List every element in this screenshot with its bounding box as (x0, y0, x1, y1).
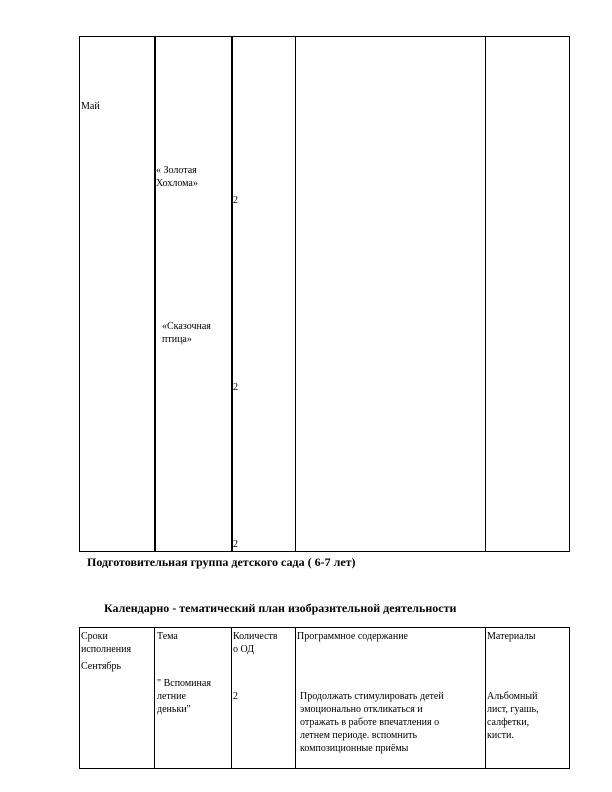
header-materials: Материалы (487, 631, 536, 642)
plan-table-col-border-0 (79, 627, 80, 769)
plan-table-col-border-3 (295, 627, 296, 769)
top-table-col-border-1 (154, 36, 156, 552)
count-cell-1: 2 (233, 195, 238, 206)
topic-cell: " Вспоминая летние деньки" (157, 678, 211, 715)
program-cell: Продолжать стимулировать детей эмоционально откликаться и отражать в работе впечатления о летнем периоде. вспомнить композиционные приёмы (300, 691, 444, 754)
top-table-top-border (79, 36, 570, 37)
month-cell: Сентябрь (81, 661, 122, 672)
header-terms: Сроки исполнения (81, 631, 132, 655)
month-cell: Май (81, 101, 100, 112)
plan-table-bottom-border (79, 768, 570, 769)
top-table-col-border-5 (569, 36, 570, 552)
topic-cell-2: «Сказочная птица» (162, 321, 211, 345)
top-table-col-border-3 (295, 36, 296, 552)
top-table-col-border-2 (231, 36, 233, 552)
top-table-col-border-0 (79, 36, 80, 552)
header-count: Количеств о ОД (233, 631, 278, 655)
top-table-bottom-border (79, 551, 570, 552)
plan-table-top-border (79, 627, 570, 628)
materials-cell: Альбомный лист, гуашь, салфетки, кисти. (487, 691, 539, 741)
top-table-col-border-4 (485, 36, 486, 552)
group-title: Подготовительная группа детского сада ( 6-7 лет) (87, 555, 356, 569)
plan-table-col-border-1 (154, 627, 155, 769)
header-program: Программное содержание (297, 631, 408, 642)
count-cell: 2 (233, 691, 238, 702)
plan-table-col-border-5 (569, 627, 570, 769)
count-cell-3: 2 (233, 539, 238, 550)
topic-cell-1: « Золотая Хохлома» (156, 165, 198, 189)
header-topic: Тема (157, 631, 178, 642)
plan-table-col-border-2 (231, 627, 232, 769)
plan-table-col-border-4 (485, 627, 486, 769)
count-cell-2: 2 (233, 382, 238, 393)
plan-title: Календарно - тематический план изобразительной деятельности (104, 601, 457, 615)
